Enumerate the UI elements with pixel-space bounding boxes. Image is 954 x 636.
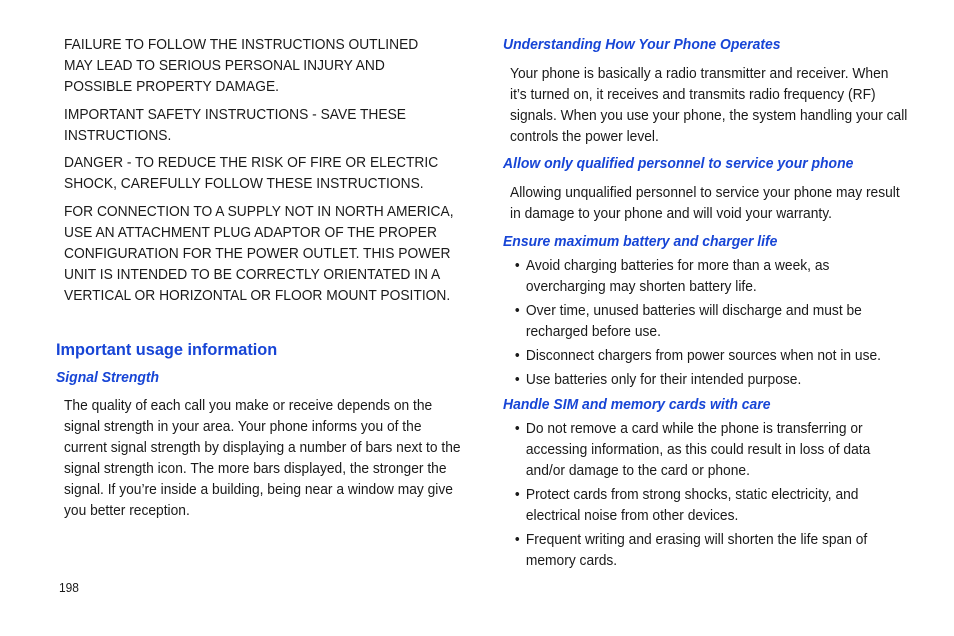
section-heading: Important usage information	[56, 340, 278, 359]
qualified-personnel-heading: Allow only qualified personnel to service your phone	[503, 155, 854, 172]
list-item: • Over time, unused batteries will discharge and must be recharged before use.	[514, 302, 862, 340]
phone-operates-heading: Understanding How Your Phone Operates	[503, 36, 781, 53]
bullet-icon: •	[514, 302, 520, 319]
bullet-icon: •	[514, 371, 520, 388]
list-item: • Disconnect chargers from power sources when not in use.	[514, 347, 882, 364]
signal-strength-heading: Signal Strength	[56, 369, 160, 386]
bullet-icon: •	[514, 486, 520, 503]
battery-heading: Ensure maximum battery and charger life	[503, 233, 778, 250]
bullet-icon: •	[514, 420, 520, 437]
warning-paragraph-3: DANGER - TO REDUCE THE RISK OF FIRE OR ELECTRIC SHOCK, CAREFULLY FOLLOW THESE INSTRUCTIONS.	[64, 154, 439, 192]
bullet-icon: •	[514, 347, 520, 364]
qualified-personnel-body: Allowing unqualified personnel to service your phone may result in damage to your phone and will void your warranty.	[510, 184, 900, 222]
list-item: • Frequent writing and erasing will shorten the life span of memory cards.	[514, 531, 868, 569]
list-item: • Do not remove a card while the phone is transferring or accessing information, as this could result in loss of data and/or damage to the card or phone.	[514, 420, 871, 479]
list-item: • Use batteries only for their intended purpose.	[514, 371, 802, 388]
list-item: • Protect cards from strong shocks, static electricity, and electrical noise from other devices.	[514, 486, 859, 524]
list-item: • Avoid charging batteries for more than a week, as overcharging may shorten battery life.	[514, 257, 830, 295]
phone-operates-body: Your phone is basically a radio transmitter and receiver. When it’s turned on, it receives and transmits radio frequency (RF) signals. When you use your phone, the system handling your call controls the power level.	[510, 65, 908, 145]
bullet-icon: •	[514, 257, 520, 274]
warning-paragraph-1: FAILURE TO FOLLOW THE INSTRUCTIONS OUTLINED MAY LEAD TO SERIOUS PERSONAL INJURY AND POSSIBLE PROPERTY DAMAGE.	[64, 36, 419, 95]
page-number: 198	[59, 580, 79, 595]
warning-paragraph-2: IMPORTANT SAFETY INSTRUCTIONS - SAVE THESE INSTRUCTIONS.	[64, 106, 406, 144]
bullet-icon: •	[514, 531, 520, 548]
sim-cards-heading: Handle SIM and memory cards with care	[503, 396, 771, 413]
sim-cards-bullet-list	[513, 418, 910, 574]
battery-bullet-list	[513, 255, 910, 393]
warning-paragraph-4: FOR CONNECTION TO A SUPPLY NOT IN NORTH AMERICA, USE AN ATTACHMENT PLUG ADAPTOR OF THE PROPER CONFIGURATION FOR THE POWER OUTLET. THIS POWER UNIT IS INTENDED TO BE CORRECTLY ORIENTATED IN A VERTICAL OR HORIZONTAL OR FLOOR MOUNT POSITION.	[64, 203, 454, 304]
signal-strength-body: The quality of each call you make or receive depends on the signal strength in your area. Your phone informs you of the current signal strength by displaying a number of bars next to the signal strength icon. The more bars displayed, the stronger the signal. If you’re inside a building, being near a window may give you better reception.	[64, 397, 461, 519]
